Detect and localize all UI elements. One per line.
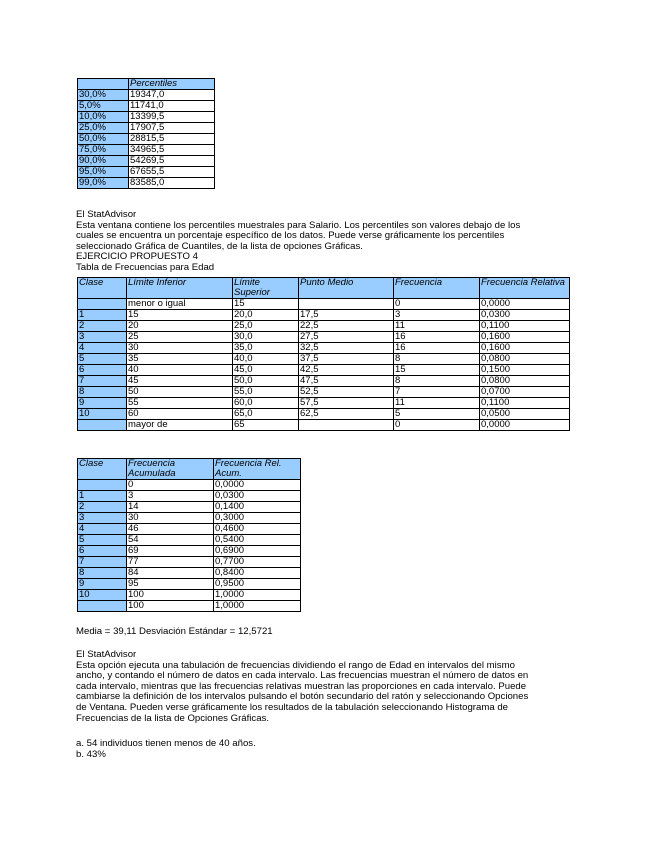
table-row xyxy=(78,101,215,112)
exercise-title: EJERCICIO PROPUESTO 4 xyxy=(76,251,198,263)
answer-b: b. 43% xyxy=(76,748,106,760)
cell-frecuencia-relativa: 0,1600 xyxy=(480,332,570,343)
table-row xyxy=(78,299,570,310)
percentile-label: 50,0% xyxy=(78,134,129,145)
table-row xyxy=(78,123,215,134)
table-row xyxy=(78,332,570,343)
percentiles-body xyxy=(78,90,215,189)
percentile-value: 54269,5 xyxy=(129,156,215,167)
cell-limite-inferior: 30 xyxy=(127,343,233,354)
cell-frecuencia-acumulada: 69 xyxy=(127,546,214,557)
cell-frecuencia: 0 xyxy=(394,299,480,310)
cell-limite-superior: 65,0 xyxy=(233,409,299,420)
table-row xyxy=(78,502,301,513)
percentile-value: 67655,5 xyxy=(129,167,215,178)
cell-frecuencia-relativa: 0,0300 xyxy=(480,310,570,321)
cell-clase: 7 xyxy=(78,376,127,387)
statadvisor-title: El StatAdvisor xyxy=(76,209,137,220)
cell-limite-superior: 60,0 xyxy=(233,398,299,409)
cell-limite-superior: 20,0 xyxy=(233,310,299,321)
cell-limite-superior: 40,0 xyxy=(233,354,299,365)
col-header-frecuencia: Frecuencia xyxy=(394,278,480,299)
cell-frecuencia-acumulada: 84 xyxy=(127,568,214,579)
cell-punto-medio: 62,5 xyxy=(299,409,394,420)
col-header-frecuencia-rel-acum: Frecuencia Rel. Acum. xyxy=(214,459,301,480)
cell-clase xyxy=(78,299,127,310)
summary-stats: Media = 39,11 Desviación Estándar = 12,5721 xyxy=(76,626,273,637)
cell-frecuencia-rel-acum: 1,0000 xyxy=(214,601,301,612)
freq-table-title: Tabla de Frecuencias para Edad xyxy=(76,261,215,273)
cell-clase xyxy=(78,601,127,612)
cell-limite-inferior: menor o igual xyxy=(127,299,233,310)
cell-punto-medio: 27,5 xyxy=(299,332,394,343)
cell-frecuencia-acumulada: 95 xyxy=(127,579,214,590)
cell-frecuencia: 5 xyxy=(394,409,480,420)
cell-clase: 9 xyxy=(78,579,127,590)
table-row xyxy=(78,321,570,332)
cell-frecuencia: 16 xyxy=(394,332,480,343)
table-row xyxy=(78,376,570,387)
cell-limite-inferior: 40 xyxy=(127,365,233,376)
cell-limite-superior: 15 xyxy=(233,299,299,310)
table-row xyxy=(78,491,301,502)
cell-clase: 4 xyxy=(78,524,127,535)
frequency-table xyxy=(77,277,570,431)
cell-frecuencia-rel-acum: 1,0000 xyxy=(214,590,301,601)
cumulative-table-body xyxy=(78,480,301,612)
cell-frecuencia-acumulada: 30 xyxy=(127,513,214,524)
cell-frecuencia: 3 xyxy=(394,310,480,321)
cell-clase: 6 xyxy=(78,365,127,376)
cell-clase: 2 xyxy=(78,321,127,332)
table-row xyxy=(78,112,215,123)
cell-limite-inferior: mayor de xyxy=(127,420,233,431)
table-row xyxy=(78,524,301,535)
table-row xyxy=(78,90,215,101)
table-row xyxy=(78,546,301,557)
cell-punto-medio: 37,5 xyxy=(299,354,394,365)
cell-clase: 3 xyxy=(78,513,127,524)
cell-clase: 3 xyxy=(78,332,127,343)
col-header-limite-inferior: Límite Inferior xyxy=(127,278,233,299)
statadvisor-line: de Ventana. Pueden verse gráficamente los resultados de la tabulación seleccionando Histograma de xyxy=(76,701,508,713)
cell-frecuencia-acumulada: 46 xyxy=(127,524,214,535)
percentile-label: 95,0% xyxy=(78,167,129,178)
statadvisor-line: cada intervalo, mientras que las frecuencias relativas muestran las proporciones en cada intervalo. Puede xyxy=(76,680,527,692)
cell-limite-inferior: 50 xyxy=(127,387,233,398)
cell-frecuencia: 11 xyxy=(394,398,480,409)
cell-punto-medio: 57,5 xyxy=(299,398,394,409)
cell-punto-medio: 52,5 xyxy=(299,387,394,398)
table-row xyxy=(78,535,301,546)
cell-frecuencia-acumulada: 0 xyxy=(127,480,214,491)
cell-frecuencia-rel-acum: 0,4600 xyxy=(214,524,301,535)
table-row xyxy=(78,409,570,420)
cell-frecuencia-acumulada: 100 xyxy=(127,590,214,601)
cell-frecuencia-acumulada: 54 xyxy=(127,535,214,546)
cell-frecuencia: 8 xyxy=(394,376,480,387)
answer-a: a. 54 individuos tienen menos de 40 años. xyxy=(76,738,256,749)
statadvisor-line: cuales se encuentra un porcentaje específico de los datos. Puede verse gráficamente los percentiles xyxy=(76,230,505,242)
table-row xyxy=(78,480,301,491)
cell-punto-medio: 47,5 xyxy=(299,376,394,387)
cell-limite-inferior: 60 xyxy=(127,409,233,420)
cell-clase xyxy=(78,420,127,431)
table-row xyxy=(78,513,301,524)
percentiles-corner xyxy=(78,79,129,90)
table-row xyxy=(78,167,215,178)
cell-clase: 9 xyxy=(78,398,127,409)
col-header-frecuencia-acumulada: Frecuencia Acumulada xyxy=(127,459,214,480)
cell-punto-medio: 22,5 xyxy=(299,321,394,332)
cell-frecuencia-relativa: 0,1600 xyxy=(480,343,570,354)
table-row xyxy=(78,568,301,579)
cell-frecuencia-relativa: 0,0000 xyxy=(480,299,570,310)
cell-frecuencia-rel-acum: 0,0300 xyxy=(214,491,301,502)
cell-punto-medio: 32,5 xyxy=(299,343,394,354)
cell-clase: 10 xyxy=(78,409,127,420)
cell-punto-medio: 17,5 xyxy=(299,310,394,321)
cumulative-table xyxy=(77,458,301,612)
percentile-value: 19347,0 xyxy=(129,90,215,101)
cell-punto-medio: 42,5 xyxy=(299,365,394,376)
cell-clase: 10 xyxy=(78,590,127,601)
cell-frecuencia-relativa: 0,0700 xyxy=(480,387,570,398)
table-row xyxy=(78,601,301,612)
cell-limite-inferior: 25 xyxy=(127,332,233,343)
percentile-value: 28815,5 xyxy=(129,134,215,145)
table-row xyxy=(78,398,570,409)
col-header-frecuencia-relativa: Frecuencia Relativa xyxy=(480,278,570,299)
cell-frecuencia-relativa: 0,0800 xyxy=(480,354,570,365)
cell-punto-medio xyxy=(299,420,394,431)
table-row xyxy=(78,145,215,156)
cell-frecuencia: 7 xyxy=(394,387,480,398)
cell-clase xyxy=(78,480,127,491)
statadvisor-line: Frecuencias de la lista de Opciones Gráficas. xyxy=(76,712,270,724)
percentile-label: 99,0% xyxy=(78,178,129,189)
cell-clase: 8 xyxy=(78,568,127,579)
cell-frecuencia-rel-acum: 0,0000 xyxy=(214,480,301,491)
cell-limite-inferior: 20 xyxy=(127,321,233,332)
table-row xyxy=(78,579,301,590)
percentile-label: 5,0% xyxy=(78,101,129,112)
percentile-label: 90,0% xyxy=(78,156,129,167)
cell-frecuencia-rel-acum: 0,7700 xyxy=(214,557,301,568)
cell-limite-superior: 45,0 xyxy=(233,365,299,376)
col-header-limite-superior: Límite Superior xyxy=(233,278,299,299)
cell-clase: 5 xyxy=(78,535,127,546)
cell-frecuencia: 8 xyxy=(394,354,480,365)
table-row xyxy=(78,387,570,398)
table-row xyxy=(78,354,570,365)
cell-frecuencia-acumulada: 3 xyxy=(127,491,214,502)
cell-clase: 6 xyxy=(78,546,127,557)
cell-frecuencia-rel-acum: 0,9500 xyxy=(214,579,301,590)
cell-clase: 5 xyxy=(78,354,127,365)
cell-limite-superior: 25,0 xyxy=(233,321,299,332)
cell-frecuencia: 16 xyxy=(394,343,480,354)
percentile-value: 17907,5 xyxy=(129,123,215,134)
statadvisor-title: El StatAdvisor xyxy=(76,649,137,660)
cell-limite-superior: 55,0 xyxy=(233,387,299,398)
cell-clase: 8 xyxy=(78,387,127,398)
cell-punto-medio xyxy=(299,299,394,310)
cell-frecuencia-relativa: 0,1500 xyxy=(480,365,570,376)
table-row xyxy=(78,178,215,189)
statadvisor-line: Esta ventana contiene los percentiles muestrales para Salario. Los percentiles son valores debajo de los xyxy=(76,219,521,231)
frequency-table-body xyxy=(78,299,570,431)
percentiles-table xyxy=(77,78,215,189)
cell-frecuencia-rel-acum: 0,5400 xyxy=(214,535,301,546)
percentile-label: 10,0% xyxy=(78,112,129,123)
cell-limite-superior: 50,0 xyxy=(233,376,299,387)
cell-frecuencia-relativa: 0,0500 xyxy=(480,409,570,420)
table-row xyxy=(78,156,215,167)
cell-frecuencia-rel-acum: 0,1400 xyxy=(214,502,301,513)
cell-limite-superior: 30,0 xyxy=(233,332,299,343)
cell-frecuencia: 0 xyxy=(394,420,480,431)
cell-limite-superior: 35,0 xyxy=(233,343,299,354)
cell-frecuencia-rel-acum: 0,8400 xyxy=(214,568,301,579)
cell-clase: 1 xyxy=(78,491,127,502)
cell-limite-superior: 65 xyxy=(233,420,299,431)
percentile-value: 13399,5 xyxy=(129,112,215,123)
statadvisor-line: cambiarse la definición de los intervalos pulsando el botón secundario del ratón y seleccionando Opciones xyxy=(76,691,529,703)
cell-limite-inferior: 45 xyxy=(127,376,233,387)
statadvisor-line: Esta opción ejecuta una tabulación de frecuencias dividiendo el rango de Edad en intervalos del mismo xyxy=(76,659,515,671)
cell-frecuencia-relativa: 0,0800 xyxy=(480,376,570,387)
cell-limite-inferior: 15 xyxy=(127,310,233,321)
cell-frecuencia-acumulada: 100 xyxy=(127,601,214,612)
table-row xyxy=(78,590,301,601)
statadvisor-line: ancho, y contando el número de datos en cada intervalo. Las frecuencias muestran el número de datos en xyxy=(76,670,529,682)
cell-frecuencia: 11 xyxy=(394,321,480,332)
percentile-value: 11741,0 xyxy=(129,101,215,112)
cell-frecuencia-rel-acum: 0,6900 xyxy=(214,546,301,557)
cell-clase: 2 xyxy=(78,502,127,513)
table-row xyxy=(78,365,570,376)
cell-frecuencia-relativa: 0,0000 xyxy=(480,420,570,431)
cell-frecuencia-acumulada: 77 xyxy=(127,557,214,568)
table-row xyxy=(78,134,215,145)
cell-frecuencia-acumulada: 14 xyxy=(127,502,214,513)
cell-frecuencia-relativa: 0,1100 xyxy=(480,398,570,409)
percentile-value: 34965,5 xyxy=(129,145,215,156)
cell-frecuencia: 15 xyxy=(394,365,480,376)
cell-frecuencia-relativa: 0,1100 xyxy=(480,321,570,332)
table-row xyxy=(78,557,301,568)
percentile-value: 83585,0 xyxy=(129,178,215,189)
cell-frecuencia-rel-acum: 0,3000 xyxy=(214,513,301,524)
percentile-label: 25,0% xyxy=(78,123,129,134)
statadvisor-block-2 xyxy=(76,650,556,724)
cell-clase: 4 xyxy=(78,343,127,354)
cell-clase: 7 xyxy=(78,557,127,568)
cell-clase: 1 xyxy=(78,310,127,321)
percentiles-header: Percentiles xyxy=(129,79,215,90)
statadvisor-block-1 xyxy=(76,210,546,274)
table-row xyxy=(78,310,570,321)
statadvisor-line: seleccionado Gráfica de Cuantiles, de la lista de opciones Gráficas. xyxy=(76,240,363,252)
percentile-label: 30,0% xyxy=(78,90,129,101)
percentile-label: 75,0% xyxy=(78,145,129,156)
col-header-punto-medio: Punto Medio xyxy=(299,278,394,299)
col-header-clase: Clase xyxy=(78,459,127,480)
cell-limite-inferior: 55 xyxy=(127,398,233,409)
col-header-clase: Clase xyxy=(78,278,127,299)
table-row xyxy=(78,420,570,431)
table-row xyxy=(78,343,570,354)
answers-block xyxy=(76,739,546,760)
cell-limite-inferior: 35 xyxy=(127,354,233,365)
